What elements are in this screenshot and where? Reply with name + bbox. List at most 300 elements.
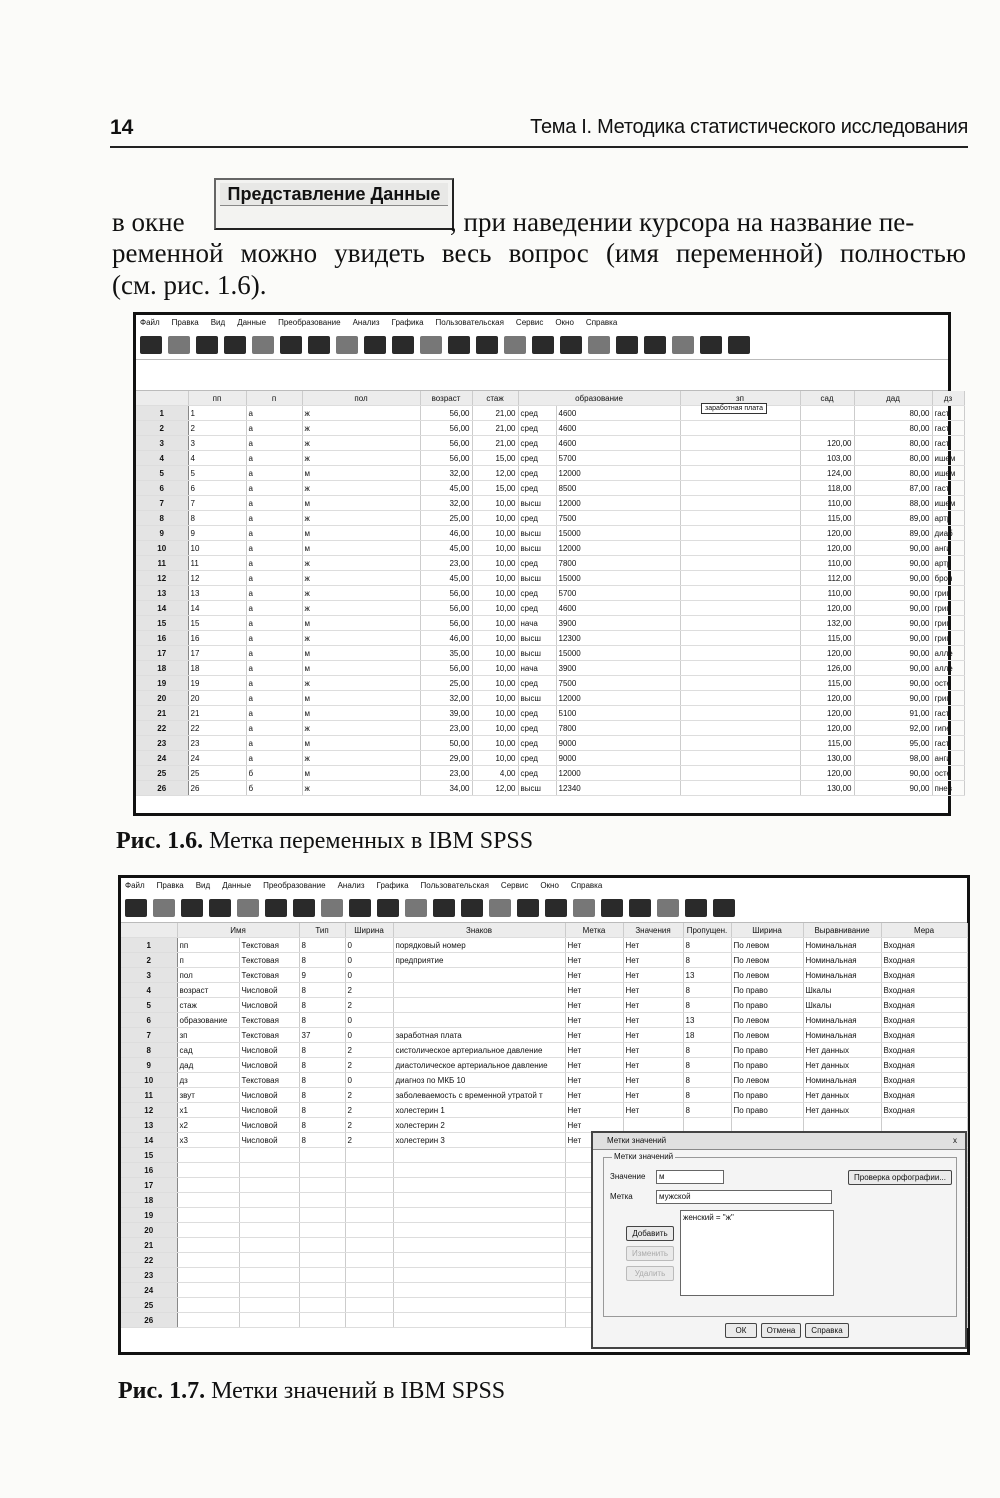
table-cell[interactable]: гаст (932, 706, 964, 721)
table-cell[interactable]: 8 (299, 998, 345, 1013)
table-cell[interactable]: холестерин 2 (393, 1118, 565, 1133)
table-cell[interactable]: м (302, 616, 420, 631)
table-cell[interactable]: ж (302, 556, 420, 571)
row-number[interactable]: 3 (136, 436, 188, 451)
table-cell[interactable] (393, 968, 565, 983)
table-cell[interactable]: 80,00 (854, 421, 932, 436)
table-cell[interactable]: ж (302, 601, 420, 616)
table-cell[interactable]: 15000 (556, 571, 680, 586)
table-cell[interactable] (345, 1223, 393, 1238)
table-cell[interactable]: 34,00 (420, 781, 472, 796)
row-number[interactable]: 14 (121, 1133, 177, 1148)
table-cell[interactable]: грип (932, 601, 964, 616)
table-cell[interactable] (680, 556, 800, 571)
table-cell[interactable]: Шкалы (803, 983, 881, 998)
table-cell[interactable]: 120,00 (800, 766, 854, 781)
table-cell[interactable]: 8 (299, 1013, 345, 1028)
toolbar-button-icon[interactable] (321, 899, 343, 917)
column-header[interactable]: стаж (472, 391, 518, 406)
table-cell[interactable]: 90,00 (854, 781, 932, 796)
table-cell[interactable]: сред (518, 556, 556, 571)
table-row[interactable] (136, 451, 964, 466)
table-cell[interactable]: Нет (623, 1058, 683, 1073)
table-cell[interactable]: 32,00 (420, 496, 472, 511)
row-number[interactable]: 19 (121, 1208, 177, 1223)
table-cell[interactable]: х2 (177, 1118, 239, 1133)
column-header[interactable]: Пропущен. (683, 923, 731, 938)
menu-item[interactable]: Графика (391, 318, 424, 327)
table-cell[interactable]: 126,00 (800, 661, 854, 676)
column-header[interactable]: Мера (881, 923, 967, 938)
table-cell[interactable]: 3 (188, 436, 246, 451)
table-cell[interactable]: 46,00 (420, 526, 472, 541)
table-row[interactable] (136, 661, 964, 676)
table-cell[interactable]: 115,00 (800, 736, 854, 751)
table-cell[interactable]: м (302, 706, 420, 721)
table-cell[interactable]: м (302, 661, 420, 676)
table-cell[interactable]: 2 (345, 998, 393, 1013)
table-cell[interactable]: 50,00 (420, 736, 472, 751)
table-cell[interactable] (177, 1253, 239, 1268)
table-cell[interactable]: Нет (623, 1088, 683, 1103)
table-cell[interactable]: 10,00 (472, 661, 518, 676)
table-cell[interactable]: 25,00 (420, 676, 472, 691)
table-cell[interactable] (177, 1313, 239, 1328)
table-cell[interactable] (239, 1298, 299, 1313)
table-cell[interactable] (393, 1238, 565, 1253)
table-cell[interactable]: 9000 (556, 736, 680, 751)
toolbar-button-icon[interactable] (196, 336, 218, 354)
table-cell[interactable] (299, 1208, 345, 1223)
table-cell[interactable]: Числовой (239, 1118, 299, 1133)
table-cell[interactable]: пол (177, 968, 239, 983)
table-cell[interactable]: 120,00 (800, 691, 854, 706)
row-number[interactable]: 16 (121, 1163, 177, 1178)
table-cell[interactable]: а (246, 601, 302, 616)
row-number[interactable]: 20 (136, 691, 188, 706)
menu-item[interactable]: Графика (376, 881, 409, 890)
table-cell[interactable] (239, 1223, 299, 1238)
table-cell[interactable]: 23,00 (420, 721, 472, 736)
table-cell[interactable]: 35,00 (420, 646, 472, 661)
toolbar-button-icon[interactable] (601, 899, 623, 917)
table-cell[interactable]: 21,00 (472, 436, 518, 451)
table-cell[interactable]: образование (177, 1013, 239, 1028)
table-cell[interactable]: сред (518, 451, 556, 466)
table-cell[interactable] (680, 646, 800, 661)
toolbar-button-icon[interactable] (685, 899, 707, 917)
row-number[interactable]: 22 (136, 721, 188, 736)
table-cell[interactable]: Номинальная (803, 1013, 881, 1028)
table-cell[interactable]: 90,00 (854, 601, 932, 616)
table-cell[interactable] (393, 1013, 565, 1028)
table-cell[interactable] (680, 781, 800, 796)
table-cell[interactable]: 90,00 (854, 556, 932, 571)
table-cell[interactable]: 9 (299, 968, 345, 983)
table-cell[interactable]: 120,00 (800, 541, 854, 556)
table-cell[interactable] (680, 541, 800, 556)
table-cell[interactable]: 7500 (556, 511, 680, 526)
table-cell[interactable] (680, 661, 800, 676)
table-cell[interactable]: высш (518, 571, 556, 586)
table-cell[interactable]: Нет данных (803, 1088, 881, 1103)
table-cell[interactable]: 80,00 (854, 406, 932, 421)
table-cell[interactable] (299, 1313, 345, 1328)
table-cell[interactable]: 13 (683, 1013, 731, 1028)
table-cell[interactable]: гипе (932, 721, 964, 736)
table-cell[interactable]: осте (932, 676, 964, 691)
table-cell[interactable]: 15000 (556, 646, 680, 661)
table-cell[interactable]: 12000 (556, 766, 680, 781)
table-row[interactable] (121, 998, 967, 1013)
toolbar-button-icon[interactable] (489, 899, 511, 917)
table-cell[interactable]: 10,00 (472, 676, 518, 691)
table-cell[interactable]: 10,00 (472, 586, 518, 601)
table-row[interactable] (121, 1088, 967, 1103)
table-cell[interactable]: х3 (177, 1133, 239, 1148)
table-cell[interactable]: Входная (881, 1103, 967, 1118)
table-row[interactable] (121, 968, 967, 983)
toolbar-button-icon[interactable] (560, 336, 582, 354)
toolbar-button-icon[interactable] (504, 336, 526, 354)
table-cell[interactable] (680, 586, 800, 601)
table-cell[interactable]: Текстовая (239, 968, 299, 983)
table-cell[interactable]: 92,00 (854, 721, 932, 736)
table-cell[interactable]: 0 (345, 1013, 393, 1028)
table-cell[interactable]: 90,00 (854, 586, 932, 601)
table-cell[interactable]: ж (302, 676, 420, 691)
table-cell[interactable] (680, 631, 800, 646)
table-cell[interactable]: заработная плата (393, 1028, 565, 1043)
table-cell[interactable] (680, 496, 800, 511)
table-cell[interactable]: 13 (188, 586, 246, 601)
table-cell[interactable] (680, 466, 800, 481)
table-row[interactable] (136, 421, 964, 436)
table-cell[interactable] (299, 1253, 345, 1268)
row-number[interactable]: 26 (136, 781, 188, 796)
table-cell[interactable]: 10,00 (472, 646, 518, 661)
table-cell[interactable]: 2 (345, 983, 393, 998)
table-cell[interactable]: 25 (188, 766, 246, 781)
row-number[interactable]: 23 (136, 736, 188, 751)
table-cell[interactable]: 32,00 (420, 691, 472, 706)
table-cell[interactable]: 12,00 (472, 466, 518, 481)
table-cell[interactable]: а (246, 421, 302, 436)
toolbar-button-icon[interactable] (420, 336, 442, 354)
table-cell[interactable]: а (246, 436, 302, 451)
toolbar-button-icon[interactable] (588, 336, 610, 354)
table-cell[interactable]: ж (302, 781, 420, 796)
column-header[interactable]: Ширина (731, 923, 803, 938)
table-cell[interactable]: По право (731, 1103, 803, 1118)
table-row[interactable] (136, 466, 964, 481)
table-cell[interactable]: сред (518, 721, 556, 736)
toolbar-button-icon[interactable] (140, 336, 162, 354)
table-cell[interactable]: м (302, 691, 420, 706)
toolbar-button-icon[interactable] (377, 899, 399, 917)
table-cell[interactable]: артр (932, 556, 964, 571)
table-cell[interactable]: 8 (683, 1043, 731, 1058)
menu-item[interactable]: Анализ (352, 318, 380, 327)
row-number[interactable]: 24 (136, 751, 188, 766)
table-cell[interactable] (680, 706, 800, 721)
table-cell[interactable]: Входная (881, 1043, 967, 1058)
column-header[interactable]: сад (800, 391, 854, 406)
table-cell[interactable]: Входная (881, 983, 967, 998)
table-cell[interactable]: 56,00 (420, 601, 472, 616)
table-cell[interactable] (680, 601, 800, 616)
table-cell[interactable] (177, 1208, 239, 1223)
table-cell[interactable]: 120,00 (800, 646, 854, 661)
table-cell[interactable] (393, 1298, 565, 1313)
table-cell[interactable]: гаст (932, 421, 964, 436)
menu-item[interactable]: Пользовательская (435, 318, 504, 327)
row-number[interactable]: 19 (136, 676, 188, 691)
table-cell[interactable]: Числовой (239, 1133, 299, 1148)
table-cell[interactable] (299, 1163, 345, 1178)
table-cell[interactable]: 124,00 (800, 466, 854, 481)
table-cell[interactable]: 20 (188, 691, 246, 706)
table-cell[interactable]: Нет (565, 1043, 623, 1058)
table-cell[interactable]: а (246, 466, 302, 481)
table-cell[interactable]: м (302, 766, 420, 781)
row-number[interactable]: 10 (121, 1073, 177, 1088)
table-cell[interactable]: 39,00 (420, 706, 472, 721)
table-cell[interactable]: 8 (683, 1073, 731, 1088)
table-cell[interactable]: высш (518, 526, 556, 541)
close-icon[interactable]: x (953, 1136, 957, 1145)
table-cell[interactable]: ж (302, 421, 420, 436)
table-cell[interactable]: Входная (881, 1073, 967, 1088)
table-cell[interactable]: 110,00 (800, 556, 854, 571)
table-cell[interactable]: 130,00 (800, 751, 854, 766)
table-cell[interactable]: сред (518, 766, 556, 781)
table-cell[interactable]: 12000 (556, 496, 680, 511)
row-number[interactable]: 1 (121, 938, 177, 953)
table-row[interactable] (136, 586, 964, 601)
table-cell[interactable]: звут (177, 1088, 239, 1103)
table-cell[interactable]: 10,00 (472, 721, 518, 736)
table-cell[interactable] (680, 421, 800, 436)
table-cell[interactable]: По левом (731, 968, 803, 983)
table-cell[interactable] (177, 1298, 239, 1313)
row-number[interactable]: 16 (136, 631, 188, 646)
menu-item[interactable]: Данные (222, 881, 252, 890)
row-number[interactable]: 5 (136, 466, 188, 481)
table-row[interactable] (121, 938, 967, 953)
table-cell[interactable] (345, 1283, 393, 1298)
table-cell[interactable] (345, 1148, 393, 1163)
table-cell[interactable] (393, 1253, 565, 1268)
table-cell[interactable]: грип (932, 586, 964, 601)
table-cell[interactable]: высш (518, 496, 556, 511)
table-cell[interactable] (239, 1163, 299, 1178)
table-cell[interactable] (177, 1223, 239, 1238)
table-cell[interactable]: 12,00 (472, 781, 518, 796)
table-cell[interactable]: 10,00 (472, 556, 518, 571)
toolbar-button-icon[interactable] (336, 336, 358, 354)
toolbar-button-icon[interactable] (728, 336, 750, 354)
table-row[interactable] (121, 983, 967, 998)
toolbar-button-icon[interactable] (168, 336, 190, 354)
column-header[interactable]: Значения (623, 923, 683, 938)
table-cell[interactable]: 10,00 (472, 736, 518, 751)
table-cell[interactable]: сред (518, 601, 556, 616)
ok-button[interactable]: ОК (725, 1323, 757, 1338)
table-cell[interactable]: 88,00 (854, 496, 932, 511)
toolbar-button-icon[interactable] (545, 899, 567, 917)
table-cell[interactable]: 12000 (556, 466, 680, 481)
column-header[interactable]: пол (302, 391, 420, 406)
table-cell[interactable]: систолическое артериальное давление (393, 1043, 565, 1058)
table-cell[interactable]: Нет (623, 998, 683, 1013)
table-cell[interactable]: 4600 (556, 406, 680, 421)
table-cell[interactable] (239, 1253, 299, 1268)
table-cell[interactable]: сред (518, 406, 556, 421)
menu-item[interactable]: Вид (210, 318, 226, 327)
table-cell[interactable]: Номинальная (803, 1028, 881, 1043)
table-cell[interactable]: 24 (188, 751, 246, 766)
table-cell[interactable]: грип (932, 631, 964, 646)
table-cell[interactable]: 80,00 (854, 451, 932, 466)
table-cell[interactable]: а (246, 706, 302, 721)
table-cell[interactable]: Числовой (239, 983, 299, 998)
row-number[interactable]: 4 (136, 451, 188, 466)
table-cell[interactable]: 46,00 (420, 631, 472, 646)
table-cell[interactable] (177, 1268, 239, 1283)
toolbar-button-icon[interactable] (461, 899, 483, 917)
table-cell[interactable]: Нет (623, 1013, 683, 1028)
table-cell[interactable]: Нет (565, 953, 623, 968)
table-cell[interactable] (800, 406, 854, 421)
table-cell[interactable]: ж (302, 451, 420, 466)
table-cell[interactable]: 25,00 (420, 511, 472, 526)
table-cell[interactable]: По левом (731, 1073, 803, 1088)
toolbar-button-icon[interactable] (209, 899, 231, 917)
table-cell[interactable]: Нет (565, 1133, 623, 1148)
table-cell[interactable]: 45,00 (420, 541, 472, 556)
table-row[interactable] (136, 616, 964, 631)
table-cell[interactable]: 90,00 (854, 616, 932, 631)
table-cell[interactable]: ж (302, 511, 420, 526)
table-cell[interactable] (393, 1148, 565, 1163)
row-number[interactable]: 7 (136, 496, 188, 511)
table-cell[interactable] (345, 1193, 393, 1208)
value-labels-list[interactable] (680, 1210, 834, 1296)
table-cell[interactable]: По левом (731, 1013, 803, 1028)
table-cell[interactable]: ж (302, 751, 420, 766)
table-cell[interactable]: Текстовая (239, 953, 299, 968)
table-cell[interactable]: а (246, 691, 302, 706)
table-cell[interactable] (680, 571, 800, 586)
table-cell[interactable]: Числовой (239, 1088, 299, 1103)
table-cell[interactable]: 120,00 (800, 601, 854, 616)
table-cell[interactable]: гаст (932, 406, 964, 421)
toolbar-button-icon[interactable] (672, 336, 694, 354)
row-number[interactable]: 23 (121, 1268, 177, 1283)
table-cell[interactable] (800, 421, 854, 436)
table-cell[interactable]: б (246, 766, 302, 781)
table-cell[interactable]: 8 (683, 1103, 731, 1118)
menu-item[interactable]: Файл (140, 318, 160, 327)
table-cell[interactable]: высш (518, 631, 556, 646)
table-cell[interactable]: 32,00 (420, 466, 472, 481)
table-cell[interactable]: 56,00 (420, 616, 472, 631)
table-cell[interactable]: Нет (623, 953, 683, 968)
table-cell[interactable] (393, 1283, 565, 1298)
table-cell[interactable]: Нет (565, 1088, 623, 1103)
table-cell[interactable]: а (246, 661, 302, 676)
table-row[interactable] (121, 1073, 967, 1088)
menu-item[interactable]: Вид (195, 881, 211, 890)
table-cell[interactable] (393, 1313, 565, 1328)
table-cell[interactable] (345, 1163, 393, 1178)
table-cell[interactable]: 89,00 (854, 511, 932, 526)
toolbar-button-icon[interactable] (405, 899, 427, 917)
menu-item[interactable]: Файл (125, 881, 145, 890)
table-cell[interactable] (299, 1283, 345, 1298)
table-cell[interactable]: Номинальная (803, 1073, 881, 1088)
table-cell[interactable]: 8 (683, 953, 731, 968)
row-number[interactable]: 7 (121, 1028, 177, 1043)
table-cell[interactable]: 8 (683, 983, 731, 998)
table-cell[interactable] (393, 1223, 565, 1238)
table-cell[interactable]: гаст (932, 481, 964, 496)
spell-check-button[interactable]: Проверка орфографии... (848, 1170, 952, 1185)
table-cell[interactable]: высш (518, 646, 556, 661)
toolbar-button-icon[interactable] (629, 899, 651, 917)
table-cell[interactable]: Шкалы (803, 998, 881, 1013)
table-cell[interactable] (680, 676, 800, 691)
table-cell[interactable] (239, 1193, 299, 1208)
toolbar-button-icon[interactable] (280, 336, 302, 354)
table-cell[interactable]: Нет (623, 968, 683, 983)
table-cell[interactable]: Номинальная (803, 968, 881, 983)
table-cell[interactable]: Нет (623, 1073, 683, 1088)
row-number[interactable]: 13 (121, 1118, 177, 1133)
table-cell[interactable]: 9000 (556, 751, 680, 766)
table-cell[interactable] (177, 1193, 239, 1208)
table-cell[interactable]: Числовой (239, 1043, 299, 1058)
table-cell[interactable]: Текстовая (239, 1073, 299, 1088)
table-cell[interactable]: 112,00 (800, 571, 854, 586)
table-cell[interactable]: м (302, 541, 420, 556)
table-cell[interactable]: 56,00 (420, 451, 472, 466)
table-cell[interactable]: 120,00 (800, 526, 854, 541)
row-number[interactable]: 9 (136, 526, 188, 541)
table-cell[interactable]: 10,00 (472, 601, 518, 616)
table-cell[interactable]: Нет данных (803, 1058, 881, 1073)
table-cell[interactable]: гаст (932, 436, 964, 451)
table-cell[interactable]: 7800 (556, 721, 680, 736)
table-cell[interactable]: сред (518, 706, 556, 721)
column-header[interactable]: Тип (299, 923, 345, 938)
table-cell[interactable]: стаж (177, 998, 239, 1013)
table-cell[interactable]: 15000 (556, 526, 680, 541)
table-cell[interactable]: 2 (345, 1103, 393, 1118)
table-cell[interactable] (680, 616, 800, 631)
table-cell[interactable]: 120,00 (800, 436, 854, 451)
table-cell[interactable]: алле (932, 646, 964, 661)
table-cell[interactable]: Входная (881, 938, 967, 953)
table-row[interactable] (136, 481, 964, 496)
table-cell[interactable] (680, 751, 800, 766)
table-cell[interactable]: а (246, 481, 302, 496)
row-number[interactable]: 25 (136, 766, 188, 781)
table-cell[interactable]: ж (302, 481, 420, 496)
value-input[interactable]: м (656, 1170, 724, 1184)
table-cell[interactable]: Входная (881, 1013, 967, 1028)
